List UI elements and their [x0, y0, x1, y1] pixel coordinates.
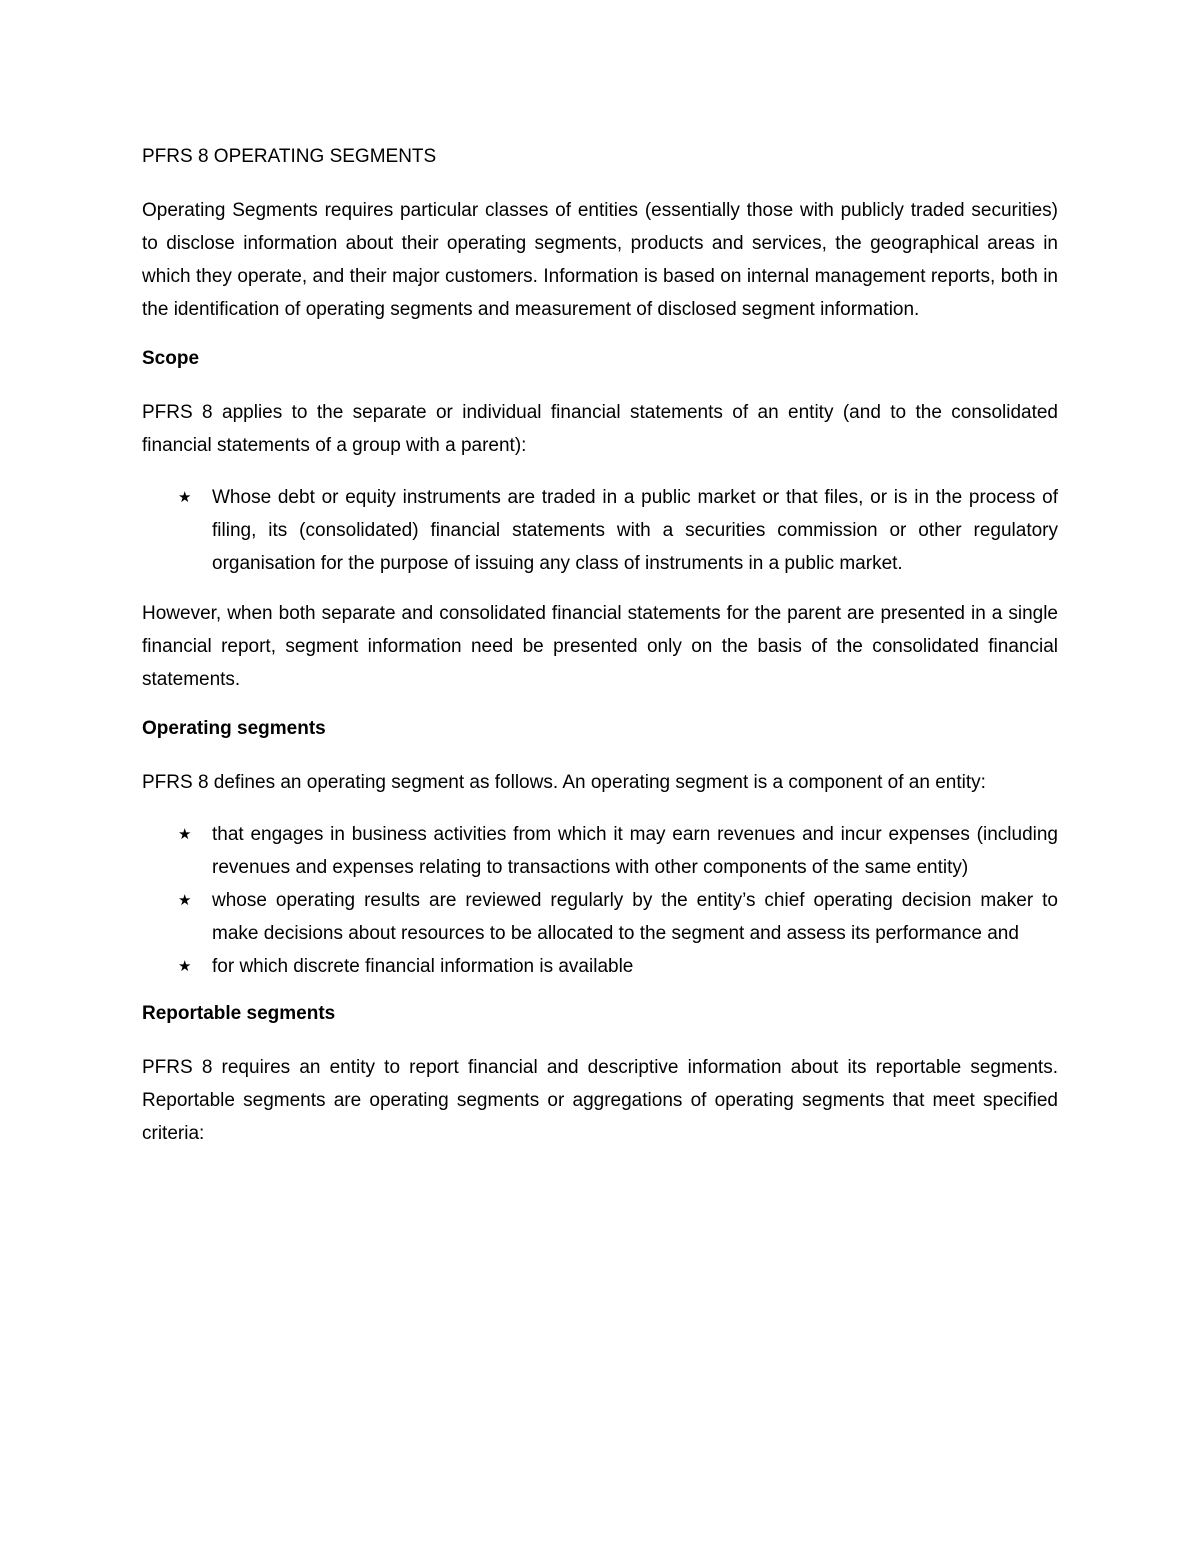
list-item	[142, 818, 1058, 884]
reportable-segments-heading: Reportable segments	[142, 1003, 336, 1024]
scope-bullet-list	[142, 481, 1058, 580]
list-item	[142, 884, 1058, 950]
document-title: PFRS 8 OPERATING SEGMENTS	[142, 146, 437, 167]
star-bullet-icon: ★	[178, 892, 192, 909]
operating-segments-heading: Operating segments	[142, 718, 326, 739]
list-item-text: for which discrete financial information is available	[212, 956, 634, 977]
list-item-text: whose operating results are reviewed regularly by the entity’s chief operating decision maker to make decisions about resources to be allocated to the segment and assess its performance and	[212, 890, 1058, 944]
scope-after-paragraph: However, when both separate and consolidated financial statements for the parent are presented in a single financial report, segment information need be presented only on the basis of the consolidated financial statements.	[142, 603, 1058, 690]
scope-heading: Scope	[142, 348, 200, 369]
intro-paragraph: Operating Segments requires particular classes of entities (essentially those with publicly traded securities) to disclose information about their operating segments, products and services, the geographical areas in which they operate, and their major customers. Information is based on internal management reports, both in the identification of operating segments and measurement of disclosed segment information.	[142, 200, 1058, 320]
list-item-text: Whose debt or equity instruments are traded in a public market or that files, or is in the process of filing, its (consolidated) financial statements with a securities commission or other regulatory organisation for the purpose of issuing any class of instruments in a public market.	[212, 487, 1058, 574]
operating-segments-paragraph: PFRS 8 defines an operating segment as follows. An operating segment is a component of an entity:	[142, 772, 986, 793]
document-page	[142, 143, 1058, 1169]
list-item	[142, 950, 1058, 983]
star-bullet-icon: ★	[178, 826, 192, 843]
star-bullet-icon: ★	[178, 489, 192, 506]
star-bullet-icon: ★	[178, 958, 192, 975]
list-item-text: that engages in business activities from which it may earn revenues and incur expenses (including revenues and expenses relating to transactions with other components of the same entity)	[212, 824, 1058, 878]
scope-paragraph: PFRS 8 applies to the separate or individual financial statements of an entity (and to the consolidated financial statements of a group with a parent):	[142, 402, 1058, 456]
operating-segments-bullet-list	[142, 818, 1058, 983]
list-item	[142, 481, 1058, 580]
reportable-segments-paragraph: PFRS 8 requires an entity to report financial and descriptive information about its reportable segments. Reportable segments are operating segments or aggregations of operating segments that meet specified criteria:	[142, 1057, 1058, 1144]
